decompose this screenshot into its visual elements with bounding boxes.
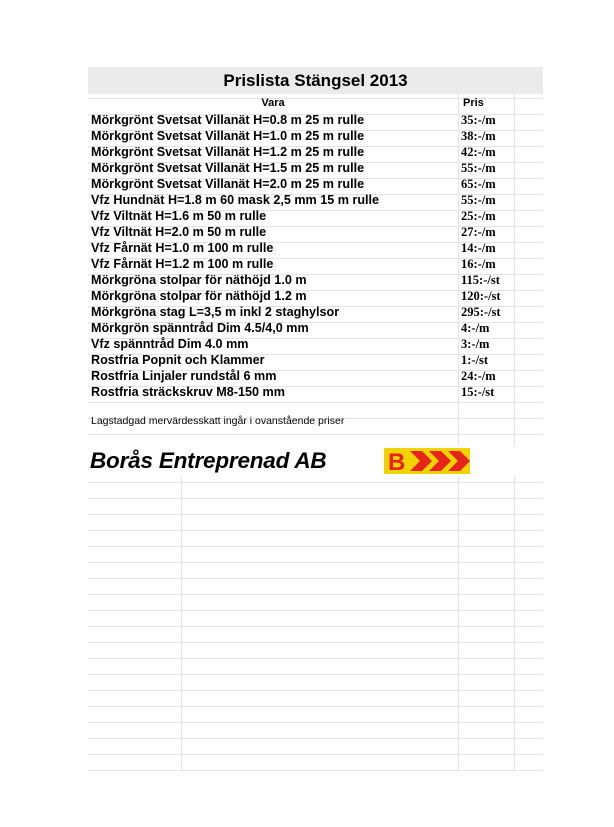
item-price: 38:-/m: [461, 129, 496, 143]
item-name: Mörkgröna stolpar för näthöjd 1.0 m: [91, 273, 307, 287]
table-row: [88, 304, 543, 320]
item-name: Mörkgrönt Svetsat Villanät H=1.2 m 25 m rulle: [91, 145, 365, 159]
item-price: 35:-/m: [461, 113, 496, 127]
item-name: Vfz spänntråd Dim 4.0 mm: [91, 337, 249, 351]
table-row: [88, 288, 543, 304]
table-row: [88, 368, 543, 384]
column-divider: [181, 477, 182, 771]
item-price: 4:-/m: [461, 321, 490, 335]
item-price: 65:-/m: [461, 177, 496, 191]
item-name: Mörkgrönt Svetsat Villanät H=1.5 m 25 m rulle: [91, 161, 365, 175]
item-name: Rostfria sträckskruv M8-150 mm: [91, 385, 285, 399]
svg-text:B: B: [388, 449, 406, 474]
item-name: Rostfria Linjaler rundstål 6 mm: [91, 369, 277, 383]
company-logo: [88, 446, 543, 476]
item-price: 14:-/m: [461, 241, 496, 255]
item-name: Vfz Viltnät H=2.0 m 50 m rulle: [91, 225, 267, 239]
table-row: [88, 128, 543, 144]
table-row: [88, 240, 543, 256]
table-row: [88, 224, 543, 240]
item-price: 15:-/st: [461, 385, 495, 399]
item-price: 42:-/m: [461, 145, 496, 159]
item-name: Vfz Fårnät H=1.0 m 100 m rulle: [91, 241, 274, 255]
logo-chevrons-icon: [384, 448, 470, 474]
item-name: Vfz Viltnät H=1.6 m 50 m rulle: [91, 209, 267, 223]
table-row: [88, 336, 543, 352]
table-row: [88, 160, 543, 176]
item-price: 25:-/m: [461, 209, 496, 223]
item-price: 27:-/m: [461, 225, 496, 239]
table-row: [88, 112, 543, 128]
item-price: 55:-/m: [461, 161, 496, 175]
column-header-item: Vara: [261, 97, 285, 109]
item-price: 3:-/m: [461, 337, 490, 351]
table-row: [88, 208, 543, 224]
item-price: 115:-/st: [461, 273, 500, 287]
item-price: 1:-/st: [461, 353, 489, 367]
item-name: Vfz Fårnät H=1.2 m 100 m rulle: [91, 257, 274, 271]
company-name: Borås Entreprenad AB: [90, 448, 327, 473]
column-header-price: Pris: [463, 97, 484, 109]
table-row: [88, 352, 543, 368]
item-price: 120:-/st: [461, 289, 501, 303]
table-row: [88, 320, 543, 336]
table-row: [88, 384, 543, 400]
item-name: Mörkgrönt Svetsat Villanät H=1.0 m 25 m rulle: [91, 129, 365, 143]
page-title: Prislista Stängsel 2013: [223, 71, 408, 90]
item-name: Mörkgröna stolpar för näthöjd 1.2 m: [91, 289, 307, 303]
table-row: [88, 144, 543, 160]
item-price: 55:-/m: [461, 193, 496, 207]
table-row: [88, 256, 543, 272]
item-name: Vfz Hundnät H=1.8 m 60 mask 2,5 mm 15 m rulle: [91, 193, 380, 207]
table-row: [88, 192, 543, 208]
item-price: 24:-/m: [461, 369, 496, 383]
item-price: 295:-/st: [461, 305, 501, 319]
item-price: 16:-/m: [461, 257, 496, 271]
table-row: [88, 272, 543, 288]
item-name: Mörkgrönt Svetsat Villanät H=2.0 m 25 m rulle: [91, 177, 365, 191]
table-row: [88, 176, 543, 192]
item-name: Mörkgrönt Svetsat Villanät H=0.8 m 25 m rulle: [91, 113, 365, 127]
vat-note: Lagstadgad mervärdesskatt ingår i ovanstående priser: [91, 415, 345, 427]
item-name: Mörkgröna stag L=3,5 m inkl 2 staghylsor: [91, 305, 340, 319]
item-name: Mörkgrön spänntråd Dim 4.5/4,0 mm: [91, 321, 309, 335]
item-name: Rostfria Popnit och Klammer: [91, 353, 265, 367]
